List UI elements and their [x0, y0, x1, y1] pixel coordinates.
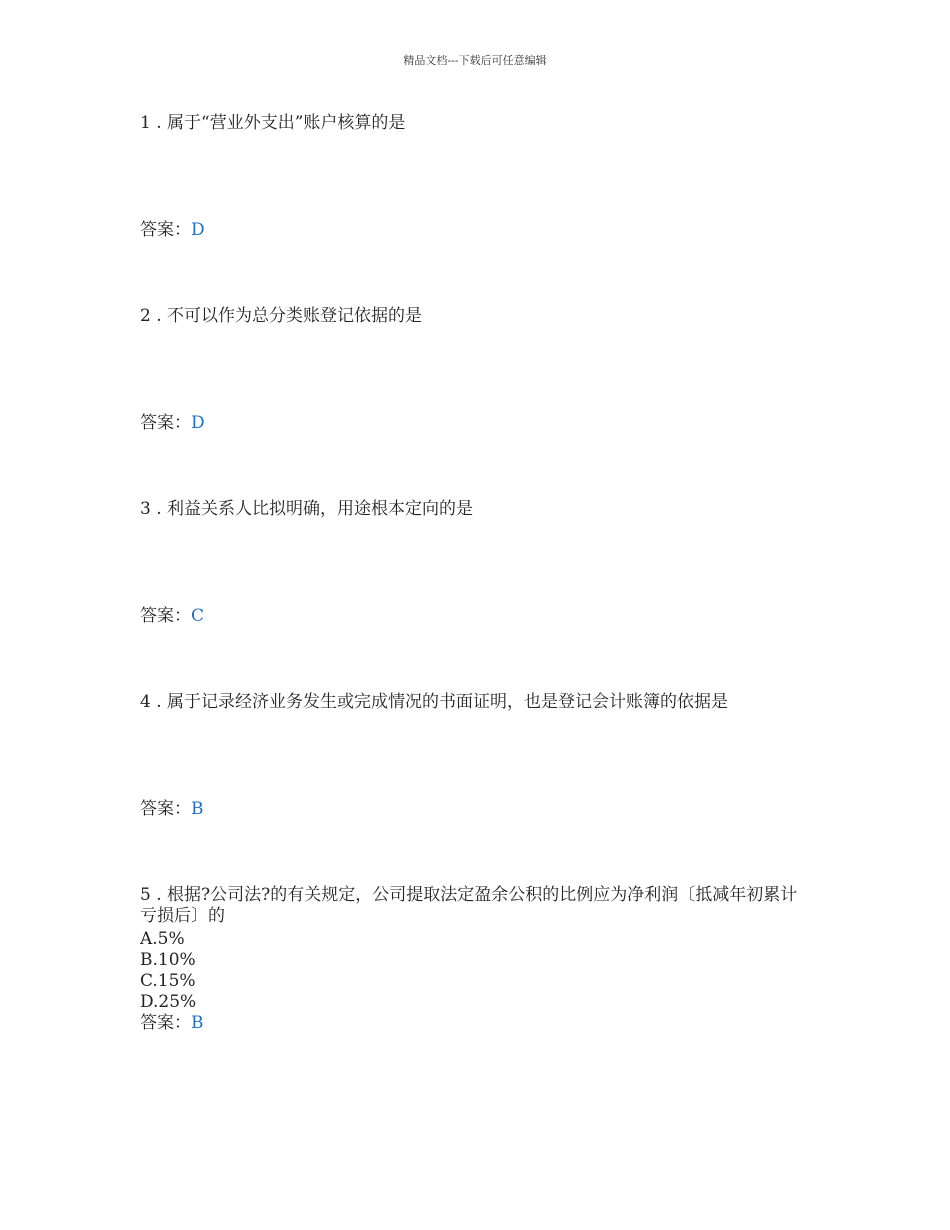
question-5: 5 . 根据?公司法?的有关规定，公司提取法定盈余公积的比例应为净利润〔抵减年初累计亏损后〕的	[140, 885, 798, 926]
answer-label: 答案：	[140, 799, 191, 819]
question-number: 3	[140, 499, 151, 519]
question-number: 1	[140, 113, 151, 133]
answer-5	[140, 1013, 204, 1034]
option-c: C.15%	[140, 971, 196, 991]
answer-value: B	[191, 799, 204, 819]
answer-2	[140, 413, 205, 434]
question-4: 4 . 属于记录经济业务发生或完成情况的书面证明，也是登记会计账簿的依据是	[140, 692, 729, 712]
answer-1	[140, 220, 205, 241]
question-number: 5	[140, 885, 151, 905]
answer-label: 答案：	[140, 606, 191, 626]
question-text: 利益关系人比拟明确，用途根本定向的是	[167, 499, 474, 519]
question-text: 属于记录经济业务发生或完成情况的书面证明，也是登记会计账簿的依据是	[167, 692, 729, 712]
question-3: 3 . 利益关系人比拟明确，用途根本定向的是	[140, 499, 474, 519]
question-number: 2	[140, 306, 151, 326]
option-d: D.25%	[140, 992, 197, 1012]
question-text: 根据?公司法?的有关规定，公司提取法定盈余公积的比例应为净利润〔抵减年初累计亏损后〕的	[140, 885, 798, 926]
answer-value: D	[191, 220, 205, 240]
question-text: 不可以作为总分类账登记依据的是	[167, 306, 423, 326]
answer-label: 答案：	[140, 220, 191, 240]
answer-3	[140, 606, 204, 627]
question-1: 1 . 属于“营业外支出”账户核算的是	[140, 113, 406, 133]
question-text: 属于“营业外支出”账户核算的是	[167, 113, 406, 133]
option-b: B.10%	[140, 950, 196, 970]
answer-4	[140, 799, 204, 820]
answer-value: C	[191, 606, 205, 626]
question-2: 2 . 不可以作为总分类账登记依据的是	[140, 306, 423, 326]
question-number: 4	[140, 692, 151, 712]
answer-value: B	[191, 1013, 204, 1033]
option-a: A.5%	[140, 929, 185, 949]
answer-label: 答案：	[140, 1013, 191, 1033]
answer-label: 答案：	[140, 413, 191, 433]
page-header: 精品文档---下载后可任意编辑	[403, 54, 547, 67]
answer-value: D	[191, 413, 205, 433]
